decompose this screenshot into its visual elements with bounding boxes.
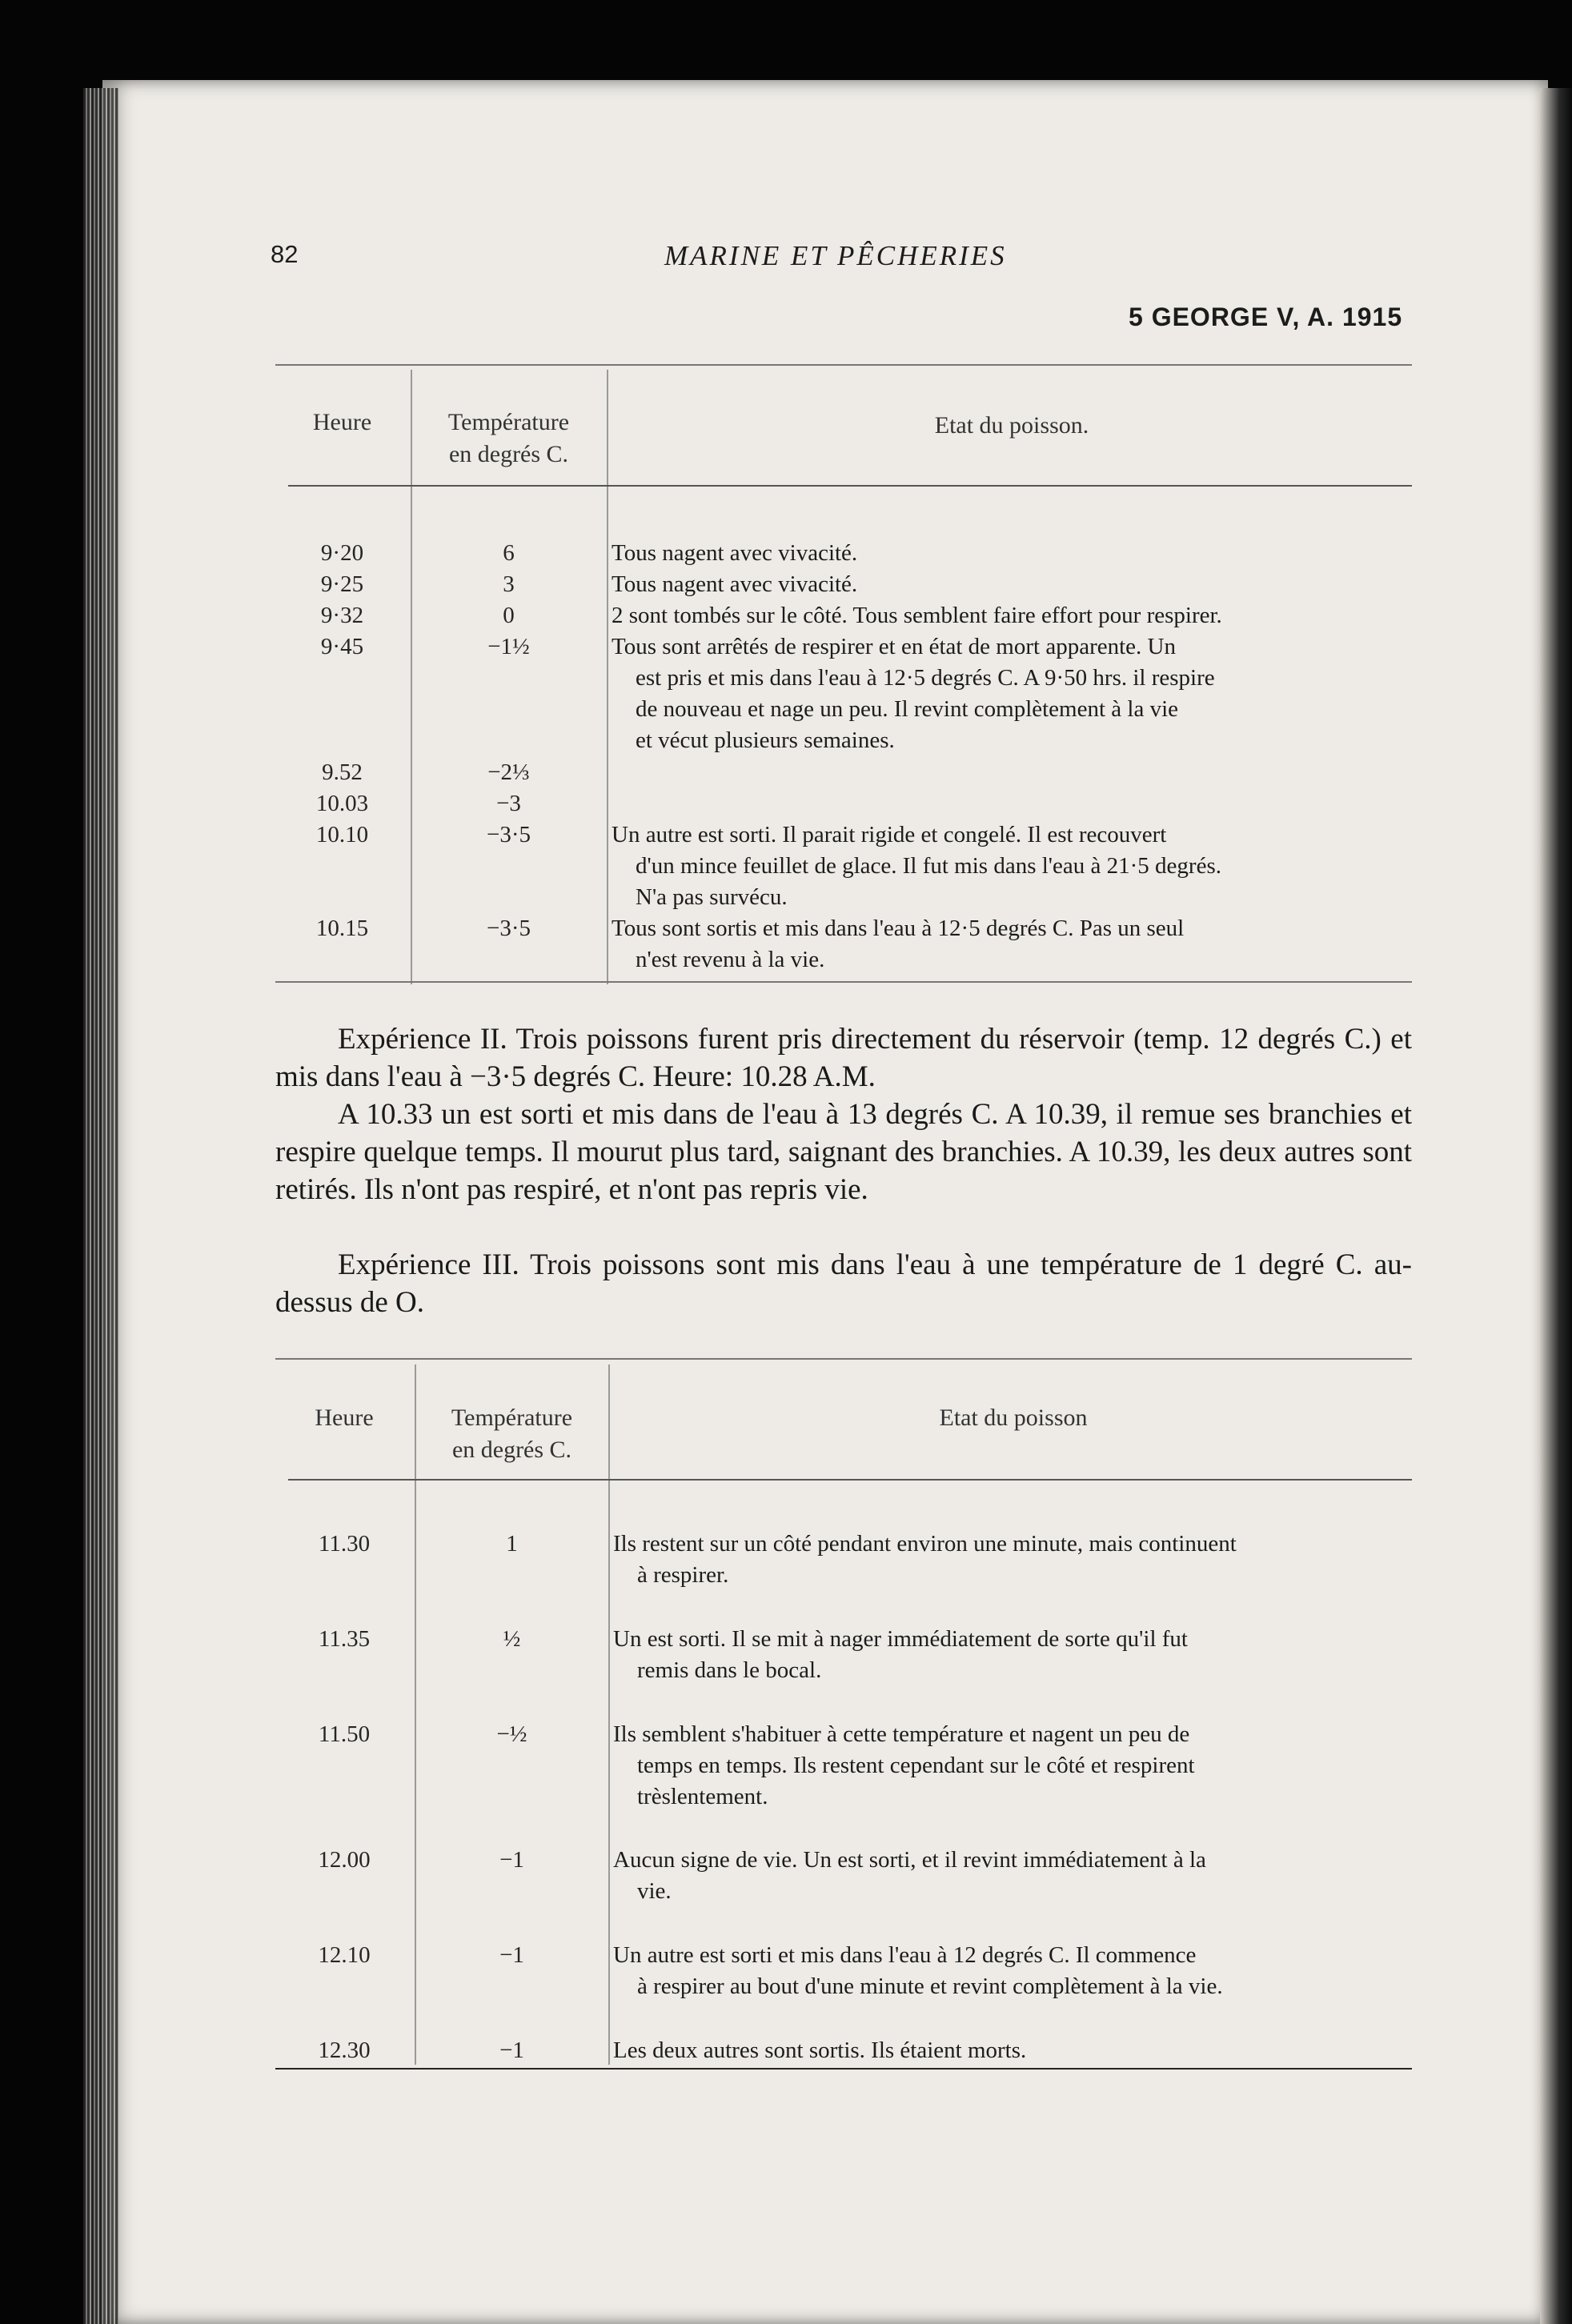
cell-heure: 12.10: [318, 1942, 371, 1968]
table-bottom-rule: [275, 981, 1412, 983]
cell-temperature: −2⅓: [487, 759, 530, 785]
cell-heure: 10.03: [315, 791, 369, 816]
cell-temperature: 3: [503, 571, 515, 597]
etat-line: n'est revenu à la vie.: [636, 947, 825, 972]
cell-heure: 11.50: [318, 1721, 371, 1747]
cell-etat: [613, 1719, 1412, 1813]
book-binding: [83, 88, 118, 2324]
header-temperature: Température: [447, 409, 570, 435]
etat-line: de nouveau et nage un peu. Il revint complètement à la vie: [636, 696, 1179, 722]
paragraph-observation: A 10.33 un est sorti et mis dans de l'eau à 13 degrés C. A 10.39, il remue ses branchies et respire quelque temps. Il mourut plus tard, saignant des branchies. A 10.39, les deux autres sont retirés. Ils n'ont pas respiré, et n'ont pas repris vie.: [275, 1098, 1412, 1206]
cell-etat: [612, 600, 1412, 631]
etat-line: Ils semblent s'habituer à cette température et nagent un peu de: [613, 1721, 1190, 1747]
column-divider: [411, 370, 412, 984]
cell-etat: [613, 1940, 1412, 2002]
table-bottom-rule: [275, 2068, 1412, 2070]
cell-etat: [612, 913, 1412, 976]
etat-line: remis dans le bocal.: [637, 1657, 822, 1683]
cell-etat: [612, 538, 1412, 569]
cell-temperature: −1: [499, 2038, 524, 2063]
etat-line: d'un mince feuillet de glace. Il fut mis dans l'eau à 21·5 degrés.: [636, 853, 1221, 879]
cell-temperature: −3·5: [486, 916, 531, 941]
header-temperature: Température: [451, 1404, 573, 1431]
cell-etat: [613, 1845, 1412, 1907]
column-divider: [607, 370, 608, 984]
header-rule: [288, 485, 1412, 487]
etat-line: Les deux autres sont sortis. Ils étaient morts.: [613, 2038, 1027, 2063]
cell-temperature: 6: [503, 540, 515, 566]
column-divider: [608, 1364, 610, 2065]
cell-heure: 9·32: [320, 603, 364, 628]
cell-heure: 9·25: [320, 571, 364, 597]
etat-line: N'a pas survécu.: [636, 884, 788, 910]
etat-line: Aucun signe de vie. Un est sorti, et il revint immédiatement à la: [613, 1847, 1206, 1873]
cell-heure: 11.35: [318, 1626, 371, 1652]
cell-heure: 12.00: [318, 1847, 371, 1873]
table-top-rule: [275, 364, 1412, 366]
table-top-rule: [275, 1358, 1412, 1360]
etat-line: 2 sont tombés sur le côté. Tous semblent faire effort pour respirer.: [612, 603, 1222, 628]
etat-line: trèslentement.: [637, 1784, 768, 1809]
cell-heure: 9.52: [322, 759, 363, 785]
cell-heure: 9·45: [320, 634, 364, 659]
cell-temperature: −1½: [487, 634, 530, 659]
etat-line: à respirer au bout d'une minute et revint complètement à la vie.: [637, 1973, 1223, 1999]
session-label: 5 GEORGE V, A. 1915: [1129, 303, 1403, 331]
etat-line: vie.: [637, 1878, 672, 1904]
etat-line: et vécut plusieurs semaines.: [636, 727, 895, 753]
header-rule: [288, 1479, 1412, 1481]
cell-temperature: −1: [499, 1847, 524, 1873]
header-etat: Etat du poisson.: [934, 412, 1089, 439]
etat-line: temps en temps. Ils restent cependant sur le côté et respirent: [637, 1753, 1195, 1778]
cell-temperature: −3·5: [486, 822, 531, 847]
page-edge: [1540, 88, 1572, 2324]
cell-temperature: 0: [503, 603, 515, 628]
cell-heure: 10.15: [315, 916, 369, 941]
etat-line: est pris et mis dans l'eau à 12·5 degrés C. A 9·50 hrs. il respire: [636, 665, 1215, 691]
etat-line: Un autre est sorti. Il parait rigide et congelé. Il est recouvert: [612, 822, 1167, 847]
header-temperature-unit: en degrés C.: [448, 441, 569, 467]
cell-etat: [612, 819, 1412, 913]
cell-etat: [612, 569, 1412, 600]
cell-heure: 9·20: [320, 540, 364, 566]
cell-etat: [613, 1529, 1412, 1591]
header-heure: Heure: [315, 1404, 374, 1431]
header-temperature-unit: en degrés C.: [451, 1436, 572, 1463]
cell-etat: [613, 2035, 1412, 2066]
etat-line: Un est sorti. Il se mit à nager immédiatement de sorte qu'il fut: [613, 1626, 1188, 1652]
cell-temperature: −1: [499, 1942, 524, 1968]
column-divider: [415, 1364, 416, 2065]
cell-heure: 10.10: [315, 822, 369, 847]
paragraph-experience-2: Expérience II. Trois poissons furent pris directement du réservoir (temp. 12 degrés C.) et mis dans l'eau à −3·5 degrés C. Heure: 10.28 A.M.: [275, 1023, 1412, 1093]
running-head: MARINE ET PÊCHERIES: [664, 240, 1007, 271]
cell-heure: 12.30: [318, 2038, 371, 2063]
etat-line: Tous nagent avec vivacité.: [612, 540, 858, 566]
cell-etat: [613, 1624, 1412, 1686]
header-etat: Etat du poisson: [939, 1404, 1088, 1431]
page-number: 82: [271, 240, 299, 268]
cell-temperature: ½: [503, 1626, 521, 1652]
etat-line: Tous nagent avec vivacité.: [612, 571, 858, 597]
etat-line: Tous sont arrêtés de respirer et en état de mort apparente. Un: [612, 634, 1176, 659]
cell-temperature: −3: [496, 791, 521, 816]
cell-heure: 11.30: [318, 1531, 371, 1557]
header-heure: Heure: [312, 409, 372, 435]
cell-etat: [612, 631, 1412, 756]
etat-line: Ils restent sur un côté pendant environ une minute, mais continuent: [613, 1531, 1237, 1557]
paragraph-experience-3: Expérience III. Trois poissons sont mis dans l'eau à une température de 1 degré C. au-dessus de O.: [275, 1248, 1412, 1319]
cell-temperature: −½: [496, 1721, 527, 1747]
etat-line: à respirer.: [637, 1562, 729, 1588]
etat-line: Tous sont sortis et mis dans l'eau à 12·5 degrés C. Pas un seul: [612, 916, 1185, 941]
etat-line: Un autre est sorti et mis dans l'eau à 12 degrés C. Il commence: [613, 1942, 1197, 1968]
cell-temperature: 1: [506, 1531, 518, 1557]
